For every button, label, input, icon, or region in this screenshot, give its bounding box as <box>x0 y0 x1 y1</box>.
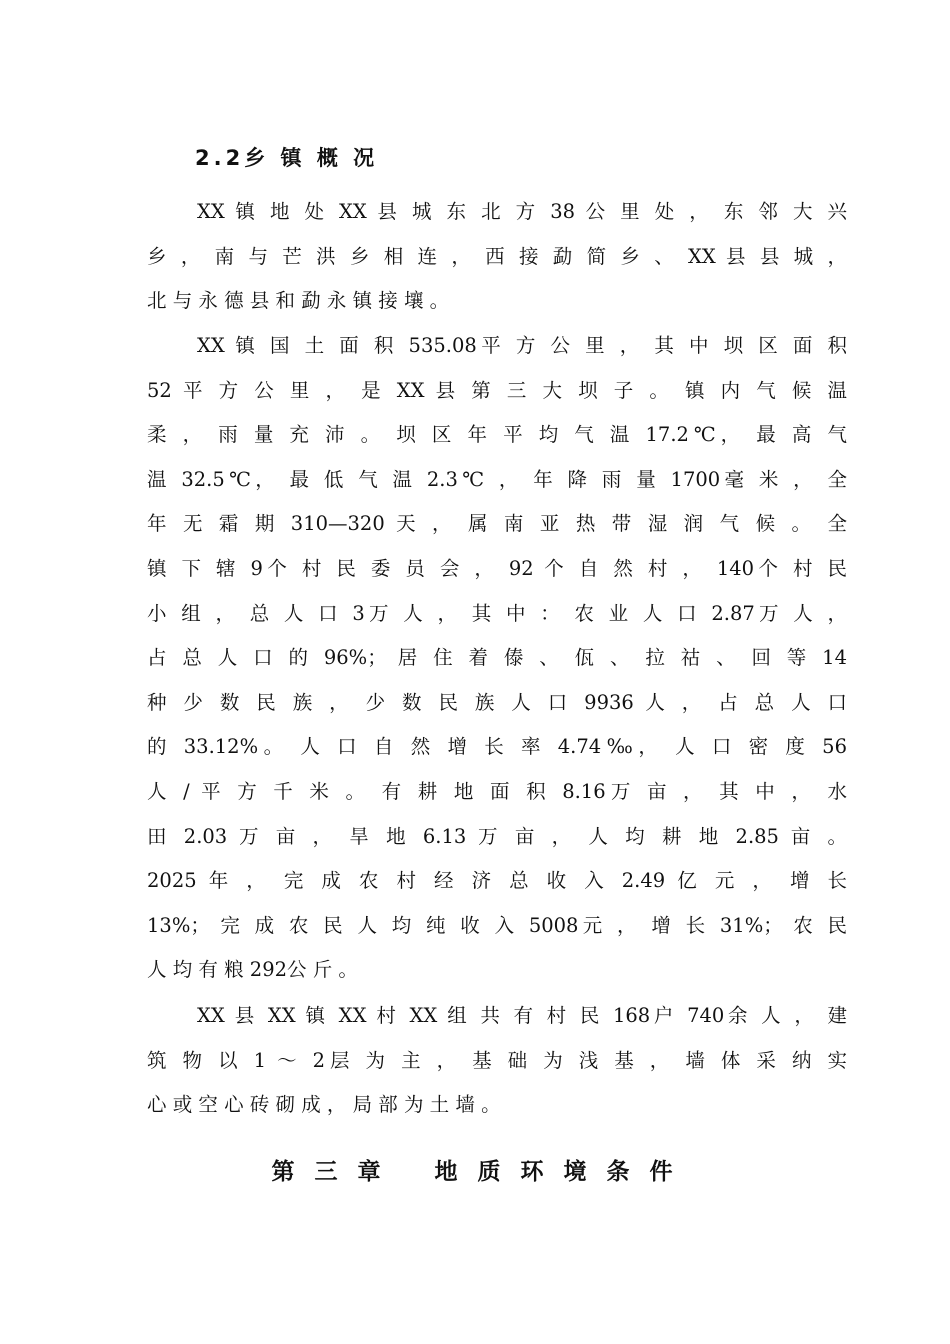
paragraph-line: 年 无 霜 期 310—320 天 ， 属 南 亚 热 带 湿 润 气 候 。 全 <box>147 512 847 536</box>
paragraph-line: 镇 下 辖 9个 村 民 委 员 会 ， 92 个 自 然 村 ， 140个 村 民 <box>147 556 847 580</box>
paragraph-line: XX 县 XX 镇 XX 村 XX 组 共 有 村 民 168户 740余 人 ， 建 <box>197 1004 847 1027</box>
paragraph-line: 乡 ， 南 与 芒 洪 乡 相 连 ， 西 接 勐 简 乡 、 XX 县 县 城 ， <box>147 244 847 268</box>
paragraph-line: 田 2.03 万 亩 ， 旱 地 6.13 万 亩 ， 人 均 耕 地 2.85 亩 。 <box>147 824 847 848</box>
paragraph-township-location <box>147 190 847 324</box>
paragraph-line: 占 总 人 口 的 96%； 居 住 着 傣 、 佤 、 拉 祜 、 回 等 14 <box>147 646 847 670</box>
paragraph-line: 心 或 空 心 砖 砌 成 ， 局 部 为 土 墙 。 <box>147 1093 501 1117</box>
paragraph-township-statistics <box>147 324 847 993</box>
paragraph-line: 的 33.12%。 人 口 自 然 增 长 率 4.74‰， 人 口 密 度 56 <box>147 735 847 759</box>
section-title: 2.2乡 镇 概 况 <box>195 146 379 170</box>
paragraph-line: 筑 物 以 1 ～ 2层 为 主 ， 基 础 为 浅 基 ， 墙 体 采 纳 实 <box>147 1048 847 1072</box>
paragraph-line: 温 32.5℃， 最 低 气 温 2.3℃ ， 年 降 雨 量 1700毫 米 ， 全 <box>147 467 847 491</box>
paragraph-line: 13%； 完 成 农 民 人 均 纯 收 入 5008元 ， 增 长 31%； 农 民 <box>147 913 847 937</box>
paragraph-line: 种 少 数 民 族 ， 少 数 民 族 人 口 9936 人 ， 占 总 人 口 <box>147 690 847 714</box>
paragraph-line: XX 镇 地 处 XX 县 城 东 北 方 38 公 里 处 ， 东 邻 大 兴 <box>197 200 847 223</box>
chapter-number: 第 三 章 <box>271 1159 387 1185</box>
paragraph-line: 人 / 平 方 千 米 。 有 耕 地 面 积 8.16万 亩 ， 其 中 ， 水 <box>147 779 847 803</box>
paragraph-line: 小 组 ， 总 人 口 3万 人 ， 其 中 ： 农 业 人 口 2.87万 人 ， <box>147 601 847 625</box>
paragraph-line: 柔 ， 雨 量 充 沛 。 坝 区 年 平 均 气 温 17.2℃， 最 高 气 <box>147 423 847 447</box>
paragraph-line: 2025 年 ， 完 成 农 村 经 济 总 收 入 2.49 亿 元 ， 增 长 <box>147 869 847 893</box>
paragraph-line: 人 均 有 粮 292公 斤 。 <box>147 958 358 982</box>
paragraph-village-overview <box>147 994 847 1128</box>
chapter-heading <box>0 1153 950 1186</box>
paragraph-line: 52 平 方 公 里 ， 是 XX 县 第 三 大 坝 子 。 镇 内 气 候 温 <box>147 378 847 402</box>
chapter-title: 地 质 环 境 条 件 <box>434 1159 679 1185</box>
paragraph-line: 北 与 永 德 县 和 勐 永 镇 接 壤 。 <box>147 289 450 313</box>
paragraph-line: XX 镇 国 土 面 积 535.08平 方 公 里 ， 其 中 坝 区 面 积 <box>197 334 847 357</box>
